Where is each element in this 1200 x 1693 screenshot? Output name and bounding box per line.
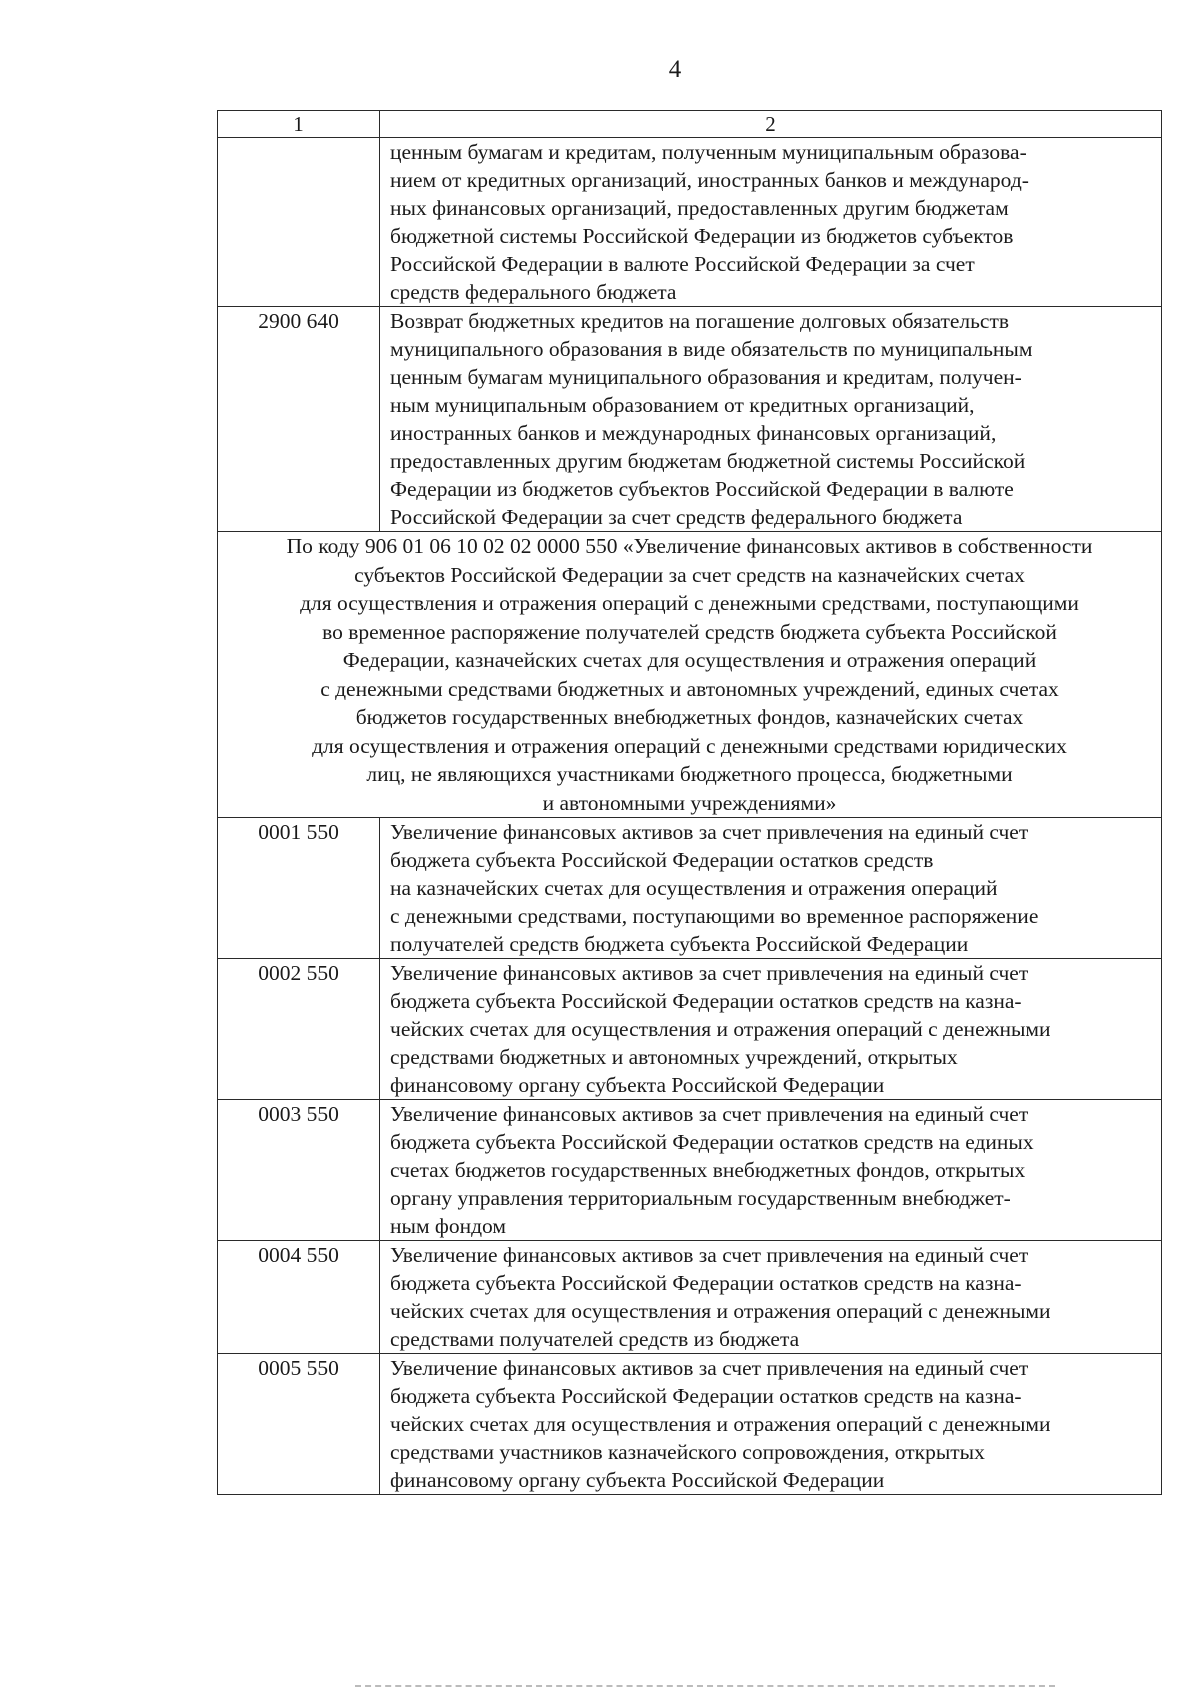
code-cell: 0001 550 [218,818,380,959]
description-line: средствами бюджетных и автономных учреждений, открытых [390,1045,958,1069]
description-line: средств федерального бюджета [390,280,677,304]
table-row [218,1100,1162,1241]
heading-line: лиц, не являющихся участниками бюджетного процесса, бюджетными [366,762,1013,786]
document-table [217,110,1162,1495]
header-col-1: 1 [218,111,380,138]
table-row [218,1241,1162,1354]
description-line: ценным бумагам и кредитам, полученным муниципальным образова- [390,140,1027,164]
description-line: муниципального образования в виде обязательств по муниципальным [390,337,1033,361]
description-cell [380,959,1162,1100]
description-line: органу управления территориальным государственным внебюджет- [390,1186,1011,1210]
description-line: иностранных банков и международных финансовых организаций, [390,421,997,445]
description-cell [380,1100,1162,1241]
heading-line: во временное распоряжение получателей средств бюджета субъекта Российской [322,619,1057,644]
description-line: нием от кредитных организаций, иностранных банков и международ- [390,168,1029,192]
code-cell: 2900 640 [218,307,380,532]
description-line: ным муниципальным образованием от кредитных организаций, [390,393,975,417]
table-row [218,959,1162,1100]
description-line: бюджета субъекта Российской Федерации остатков средств [390,848,934,872]
description-line: Увеличение финансовых активов за счет привлечения на единый счет [390,1102,1029,1126]
description-cell [380,138,1162,307]
description-line: бюджетной системы Российской Федерации из бюджетов субъектов [390,224,1014,248]
page-number: 4 [668,56,682,83]
description-cell [380,307,1162,532]
description-line: с денежными средствами, поступающими во временное распоряжение [390,904,1039,928]
heading-line: и автономными учреждениями» [542,790,837,815]
heading-line: субъектов Российской Федерации за счет средств на казначейских счетах [354,562,1025,587]
description-line: Российской Федерации в валюте Российской Федерации за счет [390,252,975,276]
continuation-row [218,138,1162,307]
scan-edge-marks [355,1685,1055,1689]
code-cell-empty [218,138,380,307]
description-line: бюджета субъекта Российской Федерации остатков средств на казна- [390,989,1022,1013]
description-line: ных финансовых организаций, предоставленных другим бюджетам [390,196,1009,220]
description-line: счетах бюджетов государственных внебюджетных фондов, открытых [390,1158,1026,1182]
description-line: получателей средств бюджета субъекта Российской Федерации [390,932,969,956]
description-line: Увеличение финансовых активов за счет привлечения на единый счет [390,820,1029,844]
code-cell: 0002 550 [218,959,380,1100]
description-line: бюджета субъекта Российской Федерации остатков средств на казна- [390,1384,1022,1408]
description-cell [380,818,1162,959]
description-cell [380,1354,1162,1495]
description-line: бюджета субъекта Российской Федерации остатков средств на казна- [390,1271,1022,1295]
description-line: предоставленных другим бюджетам бюджетной системы Российской [390,449,1026,473]
table-row [218,307,1162,532]
description-line: ным фондом [390,1214,507,1238]
description-line: Возврат бюджетных кредитов на погашение долговых обязательств [390,309,1010,333]
heading-line: бюджетов государственных внебюджетных фондов, казначейских счетах [355,705,1024,729]
heading-line: для осуществления и отражения операций с денежными средствами, поступающими [300,591,1079,615]
section-heading-row [218,532,1162,818]
description-line: финансовому органу субъекта Российской Федерации [390,1468,885,1492]
description-line: Российской Федерации за счет средств федерального бюджета [390,505,963,529]
code-cell: 0003 550 [218,1100,380,1241]
description-line: бюджета субъекта Российской Федерации остатков средств на единых [390,1130,1034,1154]
description-line: чейских счетах для осуществления и отражения операций с денежными [390,1017,1051,1041]
description-line: Увеличение финансовых активов за счет привлечения на единый счет [390,1243,1029,1267]
description-line: средствами участников казначейского сопровождения, открытых [390,1440,985,1464]
table-row [218,1354,1162,1495]
description-line: на казначейских счетах для осуществления и отражения операций [390,876,998,900]
description-cell [380,1241,1162,1354]
description-line: чейских счетах для осуществления и отражения операций с денежными [390,1412,1051,1436]
table-row [218,818,1162,959]
header-col-2: 2 [380,111,1162,138]
description-line: средствами получателей средств из бюджета [390,1327,800,1351]
description-line: чейских счетах для осуществления и отражения операций с денежными [390,1299,1051,1323]
description-line: Федерации из бюджетов субъектов Российской Федерации в валюте [390,477,1014,501]
description-line: Увеличение финансовых активов за счет привлечения на единый счет [390,1356,1029,1380]
heading-line: для осуществления и отражения операций с денежными средствами юридических [312,733,1067,758]
heading-line: По коду 906 01 06 10 02 02 0000 550 «Увеличение финансовых активов в собственности [286,534,1093,558]
table-header-row [218,111,1162,138]
description-line: Увеличение финансовых активов за счет привлечения на единый счет [390,961,1029,985]
section-heading [218,532,1162,818]
heading-line: Федерации, казначейских счетах для осуществления и отражения операций [342,648,1037,672]
code-cell: 0004 550 [218,1241,380,1354]
heading-line: с денежными средствами бюджетных и автономных учреждений, единых счетах [320,676,1059,701]
description-line: финансовому органу субъекта Российской Федерации [390,1073,885,1097]
code-cell: 0005 550 [218,1354,380,1495]
description-line: ценным бумагам муниципального образования и кредитам, получен- [390,365,1022,389]
